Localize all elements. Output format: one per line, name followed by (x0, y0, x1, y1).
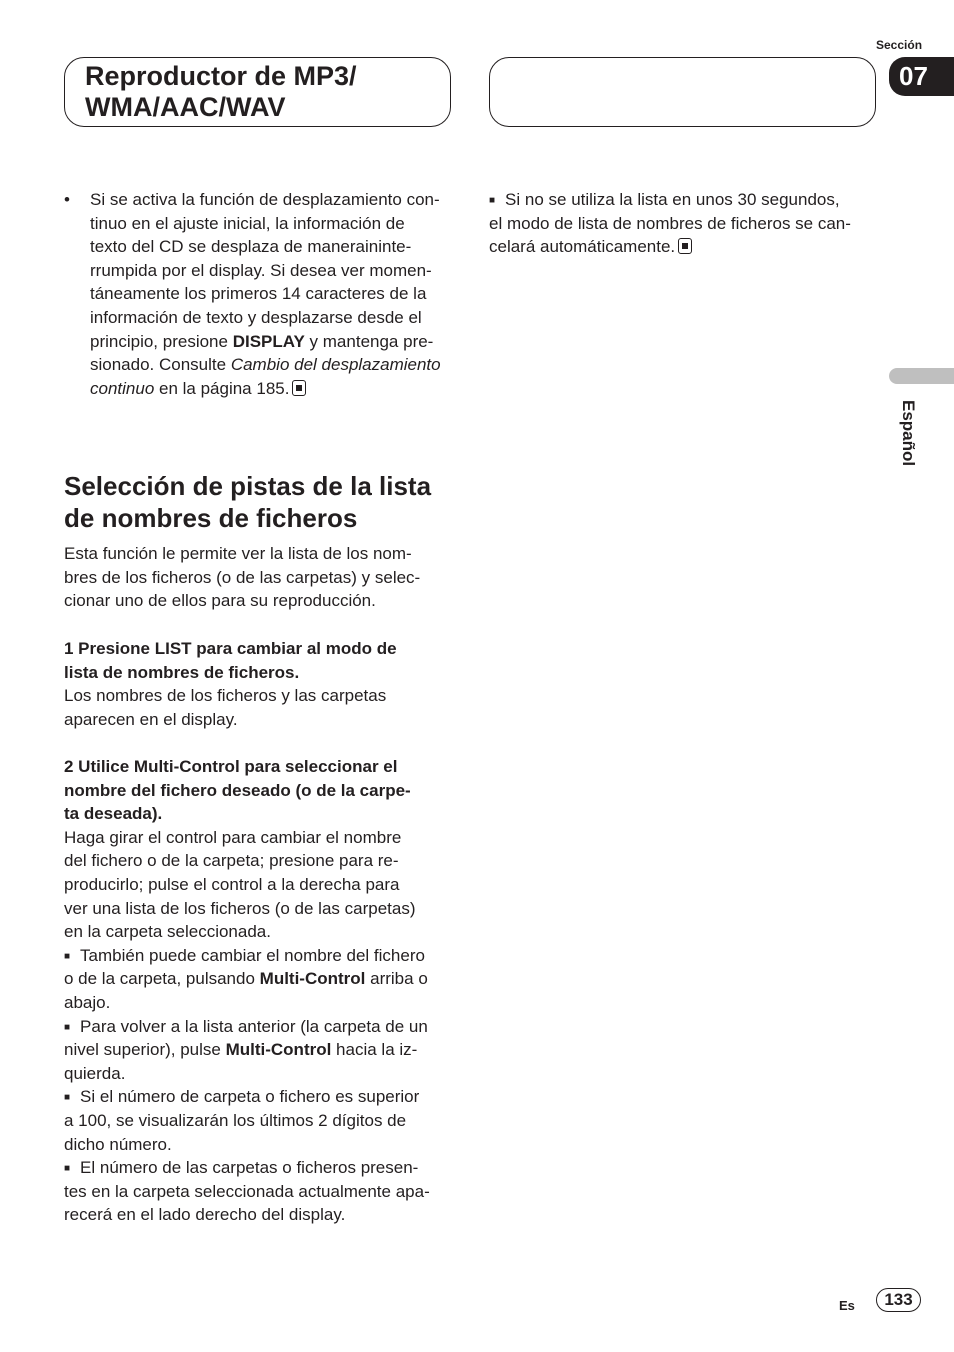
text-segment: El número de las carpetas o ficheros presen- (80, 1158, 419, 1178)
text-segment: en la carpeta seleccionada. (64, 922, 271, 942)
square-bullet-icon: ■ (64, 1163, 71, 1175)
text-line (64, 944, 430, 968)
page-heading (64, 470, 431, 534)
text-segment: Cambio del desplazamiento (230, 355, 441, 375)
text-line (64, 1133, 430, 1157)
text-segment: Si se activa la función de desplazamiento con- (90, 190, 440, 209)
text-line (90, 330, 441, 354)
text-segment: celará automáticamente. (489, 237, 676, 257)
text-line (64, 1085, 430, 1109)
square-bullet-icon: ■ (489, 195, 496, 206)
text-line (64, 589, 420, 613)
text-segment: 1 Presione LIST para cambiar al modo de (64, 639, 397, 658)
text-segment: Para volver a la lista anterior (la carpeta de un (80, 1016, 428, 1036)
text-segment: aparecen en el display. (64, 709, 238, 729)
bullet-paragraph (64, 188, 441, 400)
text-line (64, 991, 430, 1015)
text-segment: principio, presione (90, 331, 233, 351)
text-segment: También puede cambiar el nombre del fichero (80, 945, 425, 965)
text-line (64, 708, 397, 732)
text-segment: información de texto y desplazarse desde el (90, 307, 422, 327)
text-line (64, 1156, 430, 1180)
square-bullet-icon: ■ (64, 950, 71, 962)
text-line (64, 637, 397, 661)
text-line (64, 542, 420, 566)
text-line (64, 755, 430, 779)
text-line (90, 377, 441, 401)
text-segment: nivel superior), pulse (64, 1040, 226, 1060)
text-line (64, 1062, 430, 1086)
text-segment: Si no se utiliza la lista en unos 30 segundos, (505, 190, 840, 209)
text-segment: Esta función le permite ver la lista de los nom- (64, 544, 412, 563)
text-segment: a 100, se visualizarán los últimos 2 dígitos de (64, 1110, 407, 1130)
text-segment: quierda. (64, 1063, 126, 1083)
text-segment: bres de los ficheros (o de las carpetas) y selec- (64, 567, 421, 587)
text-segment: Multi-Control (225, 1040, 332, 1060)
text-segment: o de la carpeta, pulsando (64, 969, 260, 989)
text-line (90, 353, 441, 377)
text-line (90, 235, 441, 259)
text-line (64, 1109, 430, 1133)
text-line (64, 566, 420, 590)
text-line (64, 779, 430, 803)
step-1 (64, 637, 397, 731)
text-line (90, 212, 441, 236)
text-segment: ta deseada). (64, 804, 163, 824)
text-line (64, 967, 430, 991)
text-segment: táneamente los primeros 14 caracteres de la (90, 284, 427, 304)
text-segment: hacia la iz- (331, 1040, 418, 1060)
text-segment: texto del CD se desplaza de maneraininte- (90, 237, 412, 257)
text-line (64, 920, 430, 944)
text-line (64, 802, 430, 826)
section-title (85, 61, 357, 123)
language-tab-bar (889, 368, 954, 384)
text-line (64, 826, 430, 850)
section-title-line: WMA/AAC/WAV (85, 92, 286, 122)
empty-header-box (489, 57, 876, 127)
heading-line: de nombres de ficheros (64, 503, 358, 533)
language-label: Español (899, 400, 918, 467)
step-2 (64, 755, 430, 1227)
text-segment: Si el número de carpeta o fichero es superior (80, 1087, 420, 1107)
text-segment: recerá en el lado derecho del display. (64, 1205, 346, 1225)
text-segment: dicho número. (64, 1134, 172, 1154)
text-segment: Multi-Control (259, 969, 366, 989)
text-line (64, 1015, 430, 1039)
text-segment: cionar uno de ellos para su reproducción. (64, 591, 376, 611)
text-segment: nombre del fichero deseado (o de la carpe- (64, 780, 411, 800)
end-mark-icon (292, 380, 306, 396)
language-code: Es (839, 1298, 855, 1313)
text-segment: continuo (90, 378, 155, 398)
text-line (90, 259, 441, 283)
text-line (64, 897, 430, 921)
text-segment: arriba o (365, 969, 428, 989)
section-title-line: Reproductor de MP3/ (85, 61, 357, 91)
text-line (90, 306, 441, 330)
text-segment: y mantenga pre- (304, 331, 434, 351)
end-mark-icon (678, 238, 692, 254)
text-line (64, 1203, 430, 1227)
page-number: 133 (876, 1288, 921, 1312)
text-line (90, 188, 441, 212)
text-segment: DISPLAY (232, 331, 305, 351)
section-number-tab: 07 (889, 57, 954, 96)
text-line (64, 684, 397, 708)
note-paragraph (489, 188, 851, 259)
section-label: Sección (876, 38, 923, 52)
text-segment: en la página 185. (154, 378, 290, 398)
text-segment: del fichero o de la carpeta; presione para re- (64, 851, 399, 871)
text-segment: producirlo; pulse el control a la derecha para (64, 874, 400, 894)
text-segment: lista de nombres de ficheros. (64, 662, 300, 682)
bullet-icon: • (64, 190, 70, 209)
square-bullet-icon: ■ (64, 1092, 71, 1104)
text-line (64, 849, 430, 873)
text-segment: abajo. (64, 992, 111, 1012)
heading-line: Selección de pistas de la lista (64, 471, 432, 501)
intro-paragraph (64, 542, 420, 613)
text-segment: tes en la carpeta seleccionada actualmente apa- (64, 1181, 430, 1201)
square-bullet-icon: ■ (64, 1021, 71, 1033)
text-segment: Haga girar el control para cambiar el nombre (64, 827, 402, 847)
text-line (90, 282, 441, 306)
text-segment: sionado. Consulte (90, 355, 231, 375)
section-title-box (64, 57, 451, 127)
text-line (489, 188, 851, 212)
text-line (64, 1038, 430, 1062)
text-segment: tinuo en el ajuste inicial, la información de (90, 213, 405, 233)
text-segment: rrumpida por el display. Si desea ver momen- (90, 260, 432, 280)
text-segment: Los nombres de los ficheros y las carpetas (64, 686, 387, 706)
text-line (489, 235, 851, 259)
text-line (64, 1180, 430, 1204)
text-line (64, 661, 397, 685)
text-segment: el modo de lista de nombres de ficheros se can- (489, 213, 851, 233)
text-segment: ver una lista de los ficheros (o de las carpetas) (64, 898, 416, 918)
text-segment: 2 Utilice Multi-Control para seleccionar el (64, 757, 398, 776)
text-line (489, 212, 851, 236)
text-line (64, 873, 430, 897)
